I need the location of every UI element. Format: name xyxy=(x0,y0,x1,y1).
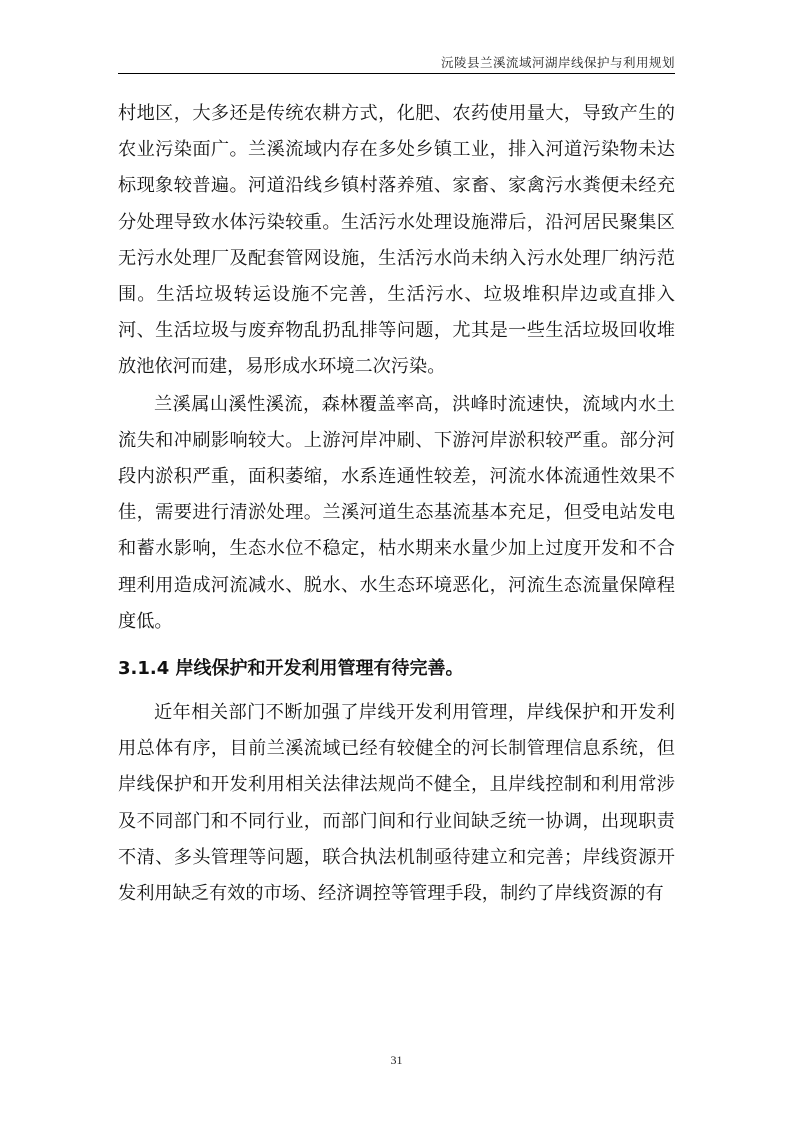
section-heading: 3.1.4 岸线保护和开发利用管理有待完善。 xyxy=(118,658,464,680)
document-body xyxy=(118,96,675,912)
body-paragraph: 兰溪属山溪性溪流，森林覆盖率高，洪峰时流速快，流域内水土流失和冲刷影响较大。上游河岸冲刷、下游河岸淤积较严重。部分河段内淤积严重，面积萎缩，水系连通性较差，河流水体流通性效果不佳，需要进行清淤处理。兰溪河道生态基流基本充足，但受电站发电和蓄水影响，生态水位不稳定，枯水期来水量少加上过度开发和不合理利用造成河流减水、脱水、水生态环境恶化，河流生态流量保障程度低。 xyxy=(118,393,675,632)
page-number: 31 xyxy=(390,1053,403,1067)
header-divider xyxy=(118,73,675,74)
running-header-title: 沅陵县兰溪流域河湖岸线保护与利用规划 xyxy=(440,55,675,70)
body-paragraph: 近年相关部门不断加强了岸线开发利用管理，岸线保护和开发利用总体有序，目前兰溪流域已经有较健全的河长制管理信息系统，但岸线保护和开发利用相关法律法规尚不健全，且岸线控制和利用常涉及不同部门和不同行业，而部门间和行业间缺乏统一协调，出现职责不清、多头管理等问题，联合执法机制亟待建立和完善；岸线资源开发利用缺乏有效的市场、经济调控等管理手段，制约了岸线资源的有 xyxy=(118,702,675,905)
body-paragraph-continued: 村地区，大多还是传统农耕方式，化肥、农药使用量大，导致产生的农业污染面广。兰溪流域内存在多处乡镇工业，排入河道污染物未达标现象较普遍。河道沿线乡镇村落养殖、家畜、家禽污水粪便未经充分处理导致水体污染较重。生活污水处理设施滞后，沿河居民聚集区无污水处理厂及配套管网设施，生活污水尚未纳入污水处理厂纳污范围。生活垃圾转运设施不完善，生活污水、垃圾堆积岸边或直排入河、生活垃圾与废弃物乱扔乱排等问题，尤其是一些生活垃圾回收堆放池依河而建，易形成水环境二次污染。 xyxy=(118,103,675,378)
